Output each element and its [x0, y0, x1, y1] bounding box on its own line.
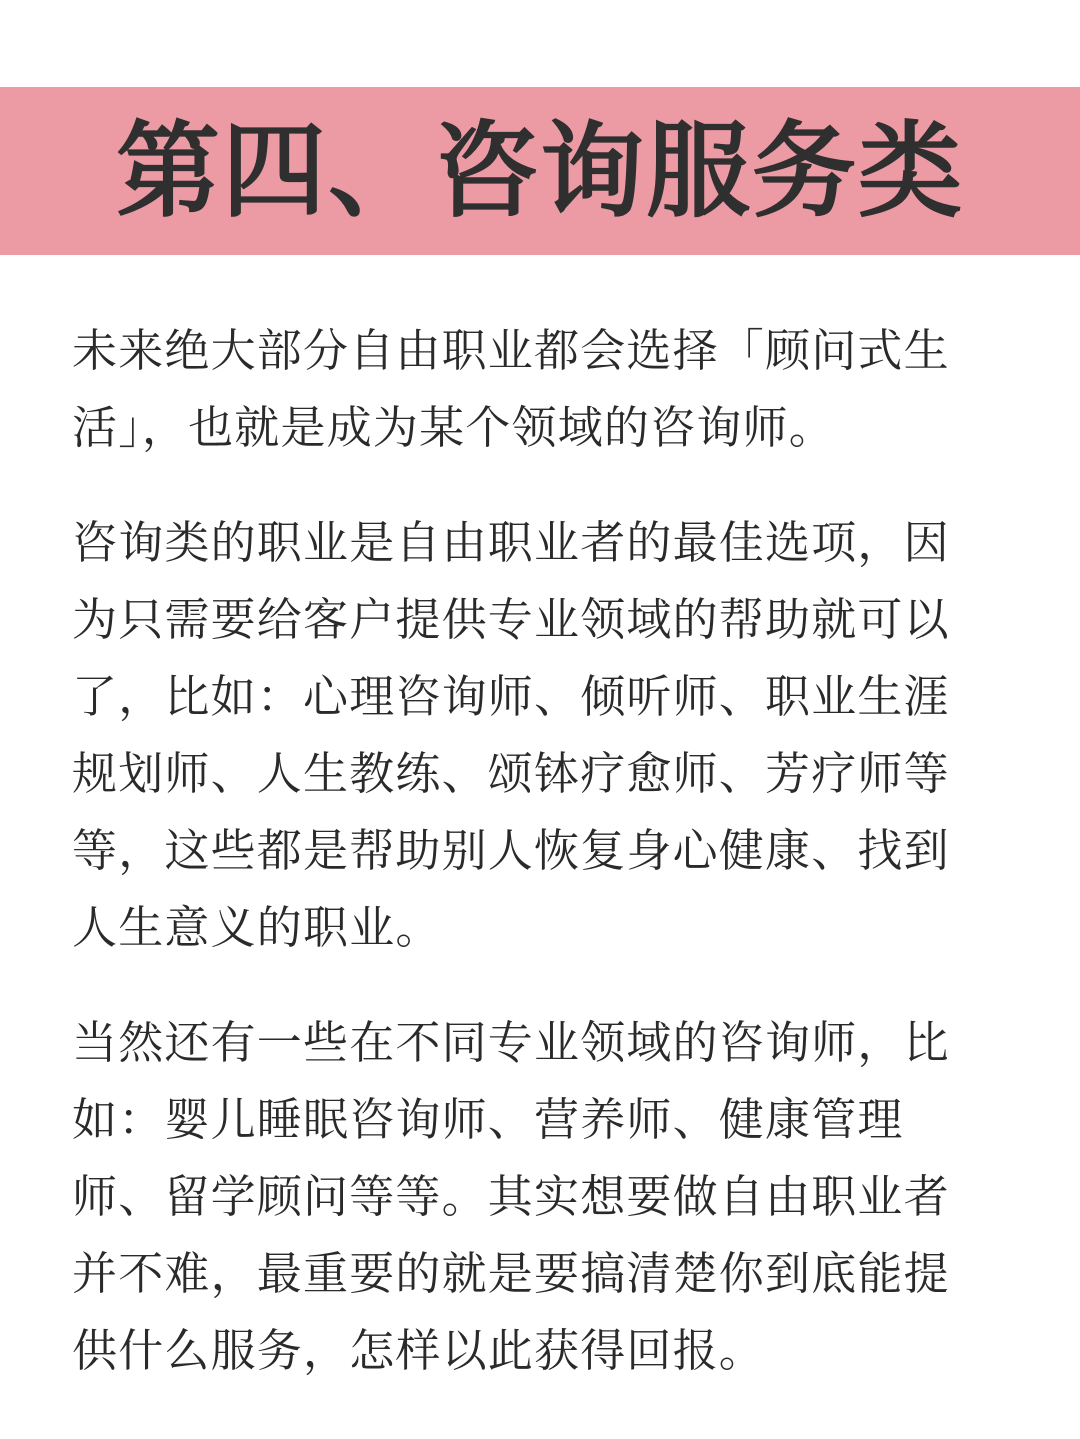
text-line: 活」，也就是成为某个领域的咨询师。 [72, 401, 835, 454]
text-line: 如：婴儿睡眠咨询师、营养师、健康管理 [72, 1093, 904, 1146]
article-body [72, 312, 1002, 1427]
text-line: 为只需要给客户提供专业领域的帮助就可以 [72, 593, 950, 646]
text-line: 了，比如：心理咨询师、倾听师、职业生涯 [72, 670, 950, 723]
page-title: 第四、咨询服务类 [115, 110, 964, 232]
paragraph-other-fields [72, 1004, 1002, 1389]
paragraph-intro [72, 312, 1002, 466]
text-line: 咨询类的职业是自由职业者的最佳选项，因 [72, 516, 950, 569]
paragraph-consulting-careers [72, 504, 1002, 966]
text-line: 未来绝大部分自由职业都会选择「顾问式生 [72, 324, 950, 377]
text-line: 等，这些都是帮助别人恢复身心健康、找到 [72, 824, 950, 877]
text-line: 规划师、人生教练、颂钵疗愈师、芳疗师等 [72, 747, 950, 800]
text-line: 供什么服务，怎样以此获得回报。 [72, 1324, 766, 1377]
text-line: 师、留学顾问等等。其实想要做自由职业者 [72, 1170, 950, 1223]
text-line: 并不难，最重要的就是要搞清楚你到底能提 [72, 1247, 950, 1300]
title-banner [0, 87, 1080, 255]
text-line: 人生意义的职业。 [72, 901, 442, 954]
text-line: 当然还有一些在不同专业领域的咨询师，比 [72, 1016, 950, 1069]
